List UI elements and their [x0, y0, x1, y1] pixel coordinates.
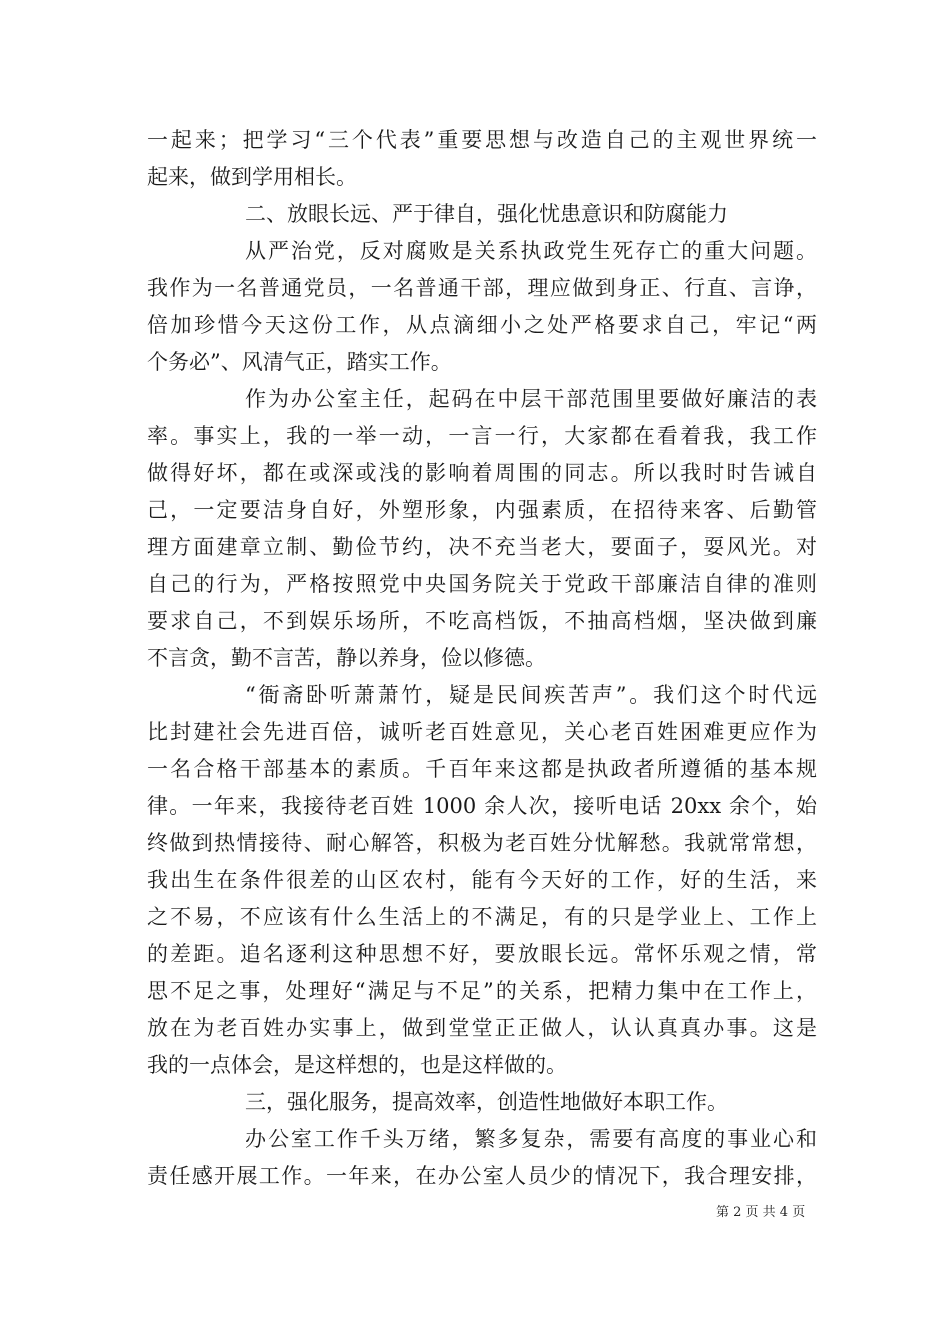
paragraph-first-line: 从严治党，反对腐败是关系执政党生死存亡的重大问题。 — [245, 239, 817, 263]
text-line: 之不易，不应该有什么生活上的不满足，有的只是学业上、工作上 — [147, 905, 817, 929]
text-line: 倍加珍惜今天这份工作，从点滴细小之处严格要求自己，牢记“两 — [147, 313, 817, 337]
text-line: 的差距。追名逐利这种思想不好，要放眼长远。常怀乐观之情，常 — [147, 942, 817, 966]
text-line: 自己的行为，严格按照党中央国务院关于党政干部廉洁自律的准则 — [147, 572, 817, 596]
text-line: 理方面建章立制、勤俭节约，决不充当老大，要面子，耍风光。对 — [147, 535, 817, 559]
text-line: 要求自己，不到娱乐场所，不吃高档饭，不抽高档烟，坚决做到廉 — [147, 609, 817, 633]
text-line: 起来，做到学用相长。 — [147, 165, 357, 189]
text-line: 放在为老百姓办实事上，做到堂堂正正做人，认认真真办事。这是 — [147, 1016, 817, 1040]
page-number-footer: 第 2 页 共 4 页 — [716, 1205, 806, 1220]
section-heading: 三，强化服务，提高效率，创造性地做好本职工作。 — [245, 1090, 728, 1114]
text-line: 我作为一名普通党员，一名普通干部，理应做到身正、行直、言诤， — [147, 276, 817, 300]
text-line: 个务必”、风清气正，踏实工作。 — [147, 350, 452, 374]
text-line: 不言贪，勤不言苦，静以养身，俭以修德。 — [147, 646, 546, 670]
text-line: 比封建社会先进百倍，诚听老百姓意见，关心老百姓困难更应作为 — [147, 720, 817, 744]
text-line: 终做到热情接待、耐心解答，积极为老百姓分忧解愁。我就常常想， — [147, 831, 817, 855]
text-line: 我的一点体会，是这样想的，也是这样做的。 — [147, 1053, 567, 1077]
text-line: 做得好坏，都在或深或浅的影响着周围的同志。所以我时时告诫自 — [147, 461, 817, 485]
text-line: 思不足之事，处理好“满足与不足”的关系，把精力集中在工作上， — [147, 979, 817, 1003]
text-line: 责任感开展工作。一年来，在办公室人员少的情况下，我合理安排， — [147, 1164, 817, 1188]
section-heading: 二、放眼长远、严于律自，强化忧患意识和防腐能力 — [245, 202, 728, 226]
text-line: 律。一年来，我接待老百姓 1000 余人次，接听电话 20xx 余个，始 — [147, 794, 817, 818]
text-line: 率。事实上，我的一举一动，一言一行，大家都在看着我，我工作 — [147, 424, 817, 448]
text-line: 一起来；把学习“三个代表”重要思想与改造自己的主观世界统一 — [147, 128, 817, 152]
text-line: 我出生在条件很差的山区农村，能有今天好的工作，好的生活，来 — [147, 868, 817, 892]
paragraph-first-line: 办公室工作千头万绪，繁多复杂，需要有高度的事业心和 — [245, 1127, 817, 1151]
text-line: 己，一定要洁身自好，外塑形象，内强素质，在招待来客、后勤管 — [147, 498, 817, 522]
paragraph-first-line: “衙斋卧听萧萧竹，疑是民间疾苦声”。我们这个时代远 — [245, 683, 817, 707]
text-line: 一名合格干部基本的素质。千百年来这都是执政者所遵循的基本规 — [147, 757, 817, 781]
paragraph-first-line: 作为办公室主任，起码在中层干部范围里要做好廉洁的表 — [245, 387, 817, 411]
